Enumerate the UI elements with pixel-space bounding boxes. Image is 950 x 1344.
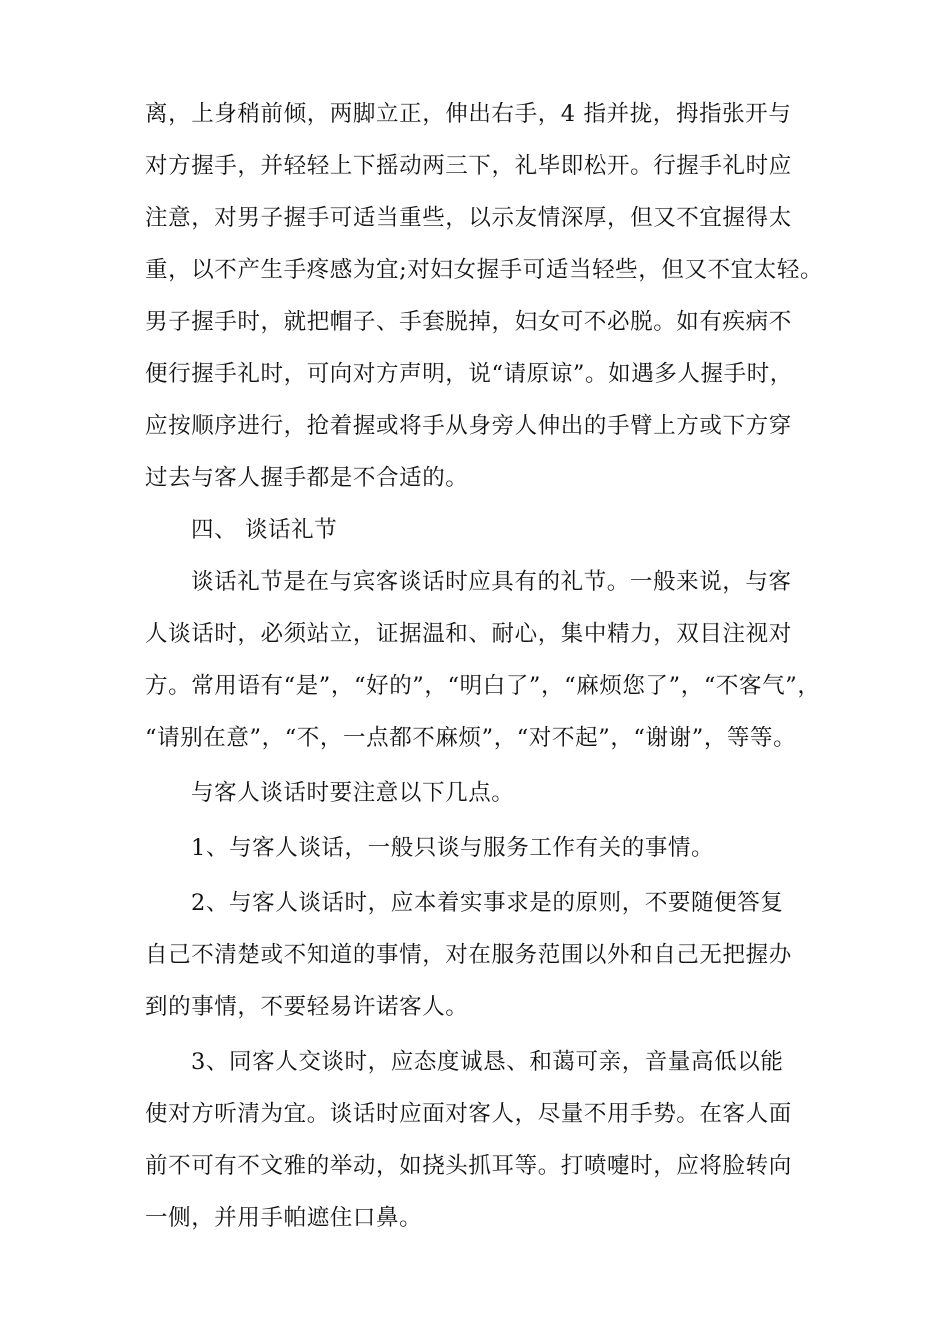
heading-text: 四、 谈话礼节	[191, 517, 338, 543]
text-line: 前不可有不文雅的举动，如挠头抓耳等。打喷嚏时，应将脸转向	[145, 1153, 792, 1179]
list-item-3	[145, 1036, 821, 1244]
paragraph-conversation	[145, 556, 821, 764]
text-line: 人谈话时，必须站立，证据温和、耐心，集中精力，双目注视对	[145, 621, 792, 647]
list-item-2	[145, 877, 821, 1033]
text-line: 对方握手，并轻轻上下摇动两三下，礼毕即松开。行握手礼时应	[145, 153, 792, 179]
text-line: 谈话礼节是在与宾客谈话时应具有的礼节。一般来说，与客	[191, 569, 792, 595]
paragraph-intro-points	[145, 767, 821, 819]
text-line: 重，以不产生手疼感为宜;对妇女握手可适当轻些，但又不宜太轻。	[145, 257, 824, 283]
text-line: 应按顺序进行，抢着握或将手从身旁人伸出的手臂上方或下方穿	[145, 413, 792, 439]
text-line: 过去与客人握手都是不合适的。	[145, 465, 469, 491]
text-line: 3、同客人交谈时，应态度诚恳、和蔼可亲，音量高低以能	[191, 1049, 784, 1075]
text-line: 一侧，并用手帕遮住口鼻。	[145, 1205, 423, 1231]
text-line: 1、与客人谈话，一般只谈与服务工作有关的事情。	[191, 835, 715, 861]
text-line: 男子握手时，就把帽子、手套脱掉，妇女可不必脱。如有疾病不	[145, 309, 792, 335]
text-line: 便行握手礼时，可向对方声明，说“请原谅”。如遇多人握手时，	[145, 361, 793, 387]
document-page	[145, 88, 824, 1244]
text-line: 使对方听清为宜。谈话时应面对客人，尽量不用手势。在客人面	[145, 1101, 792, 1127]
section-heading	[145, 504, 821, 556]
text-line: 离，上身稍前倾，两脚立正，伸出右手，4 指并拢，拇指张开与	[145, 101, 792, 127]
paragraph-handshake	[145, 88, 824, 504]
text-line: 与客人谈话时要注意以下几点。	[191, 780, 515, 806]
text-line: 2、与客人谈话时，应本着实事求是的原则，不要随便答复	[191, 890, 784, 916]
text-line: “请别在意”，“不，一点都不麻烦”，“对不起”，“谢谢”，等等。	[145, 725, 797, 751]
text-line: 到的事情，不要轻易许诺客人。	[145, 994, 469, 1020]
text-line: 注意，对男子握手可适当重些，以示友情深厚，但又不宜握得太	[145, 205, 792, 231]
list-item-1	[145, 822, 821, 874]
text-line: 自己不清楚或不知道的事情，对在服务范围以外和自己无把握办	[145, 942, 792, 968]
text-line: 方。常用语有“是”，“好的”，“明白了”，“麻烦您了”，“不客气”，	[145, 673, 821, 699]
